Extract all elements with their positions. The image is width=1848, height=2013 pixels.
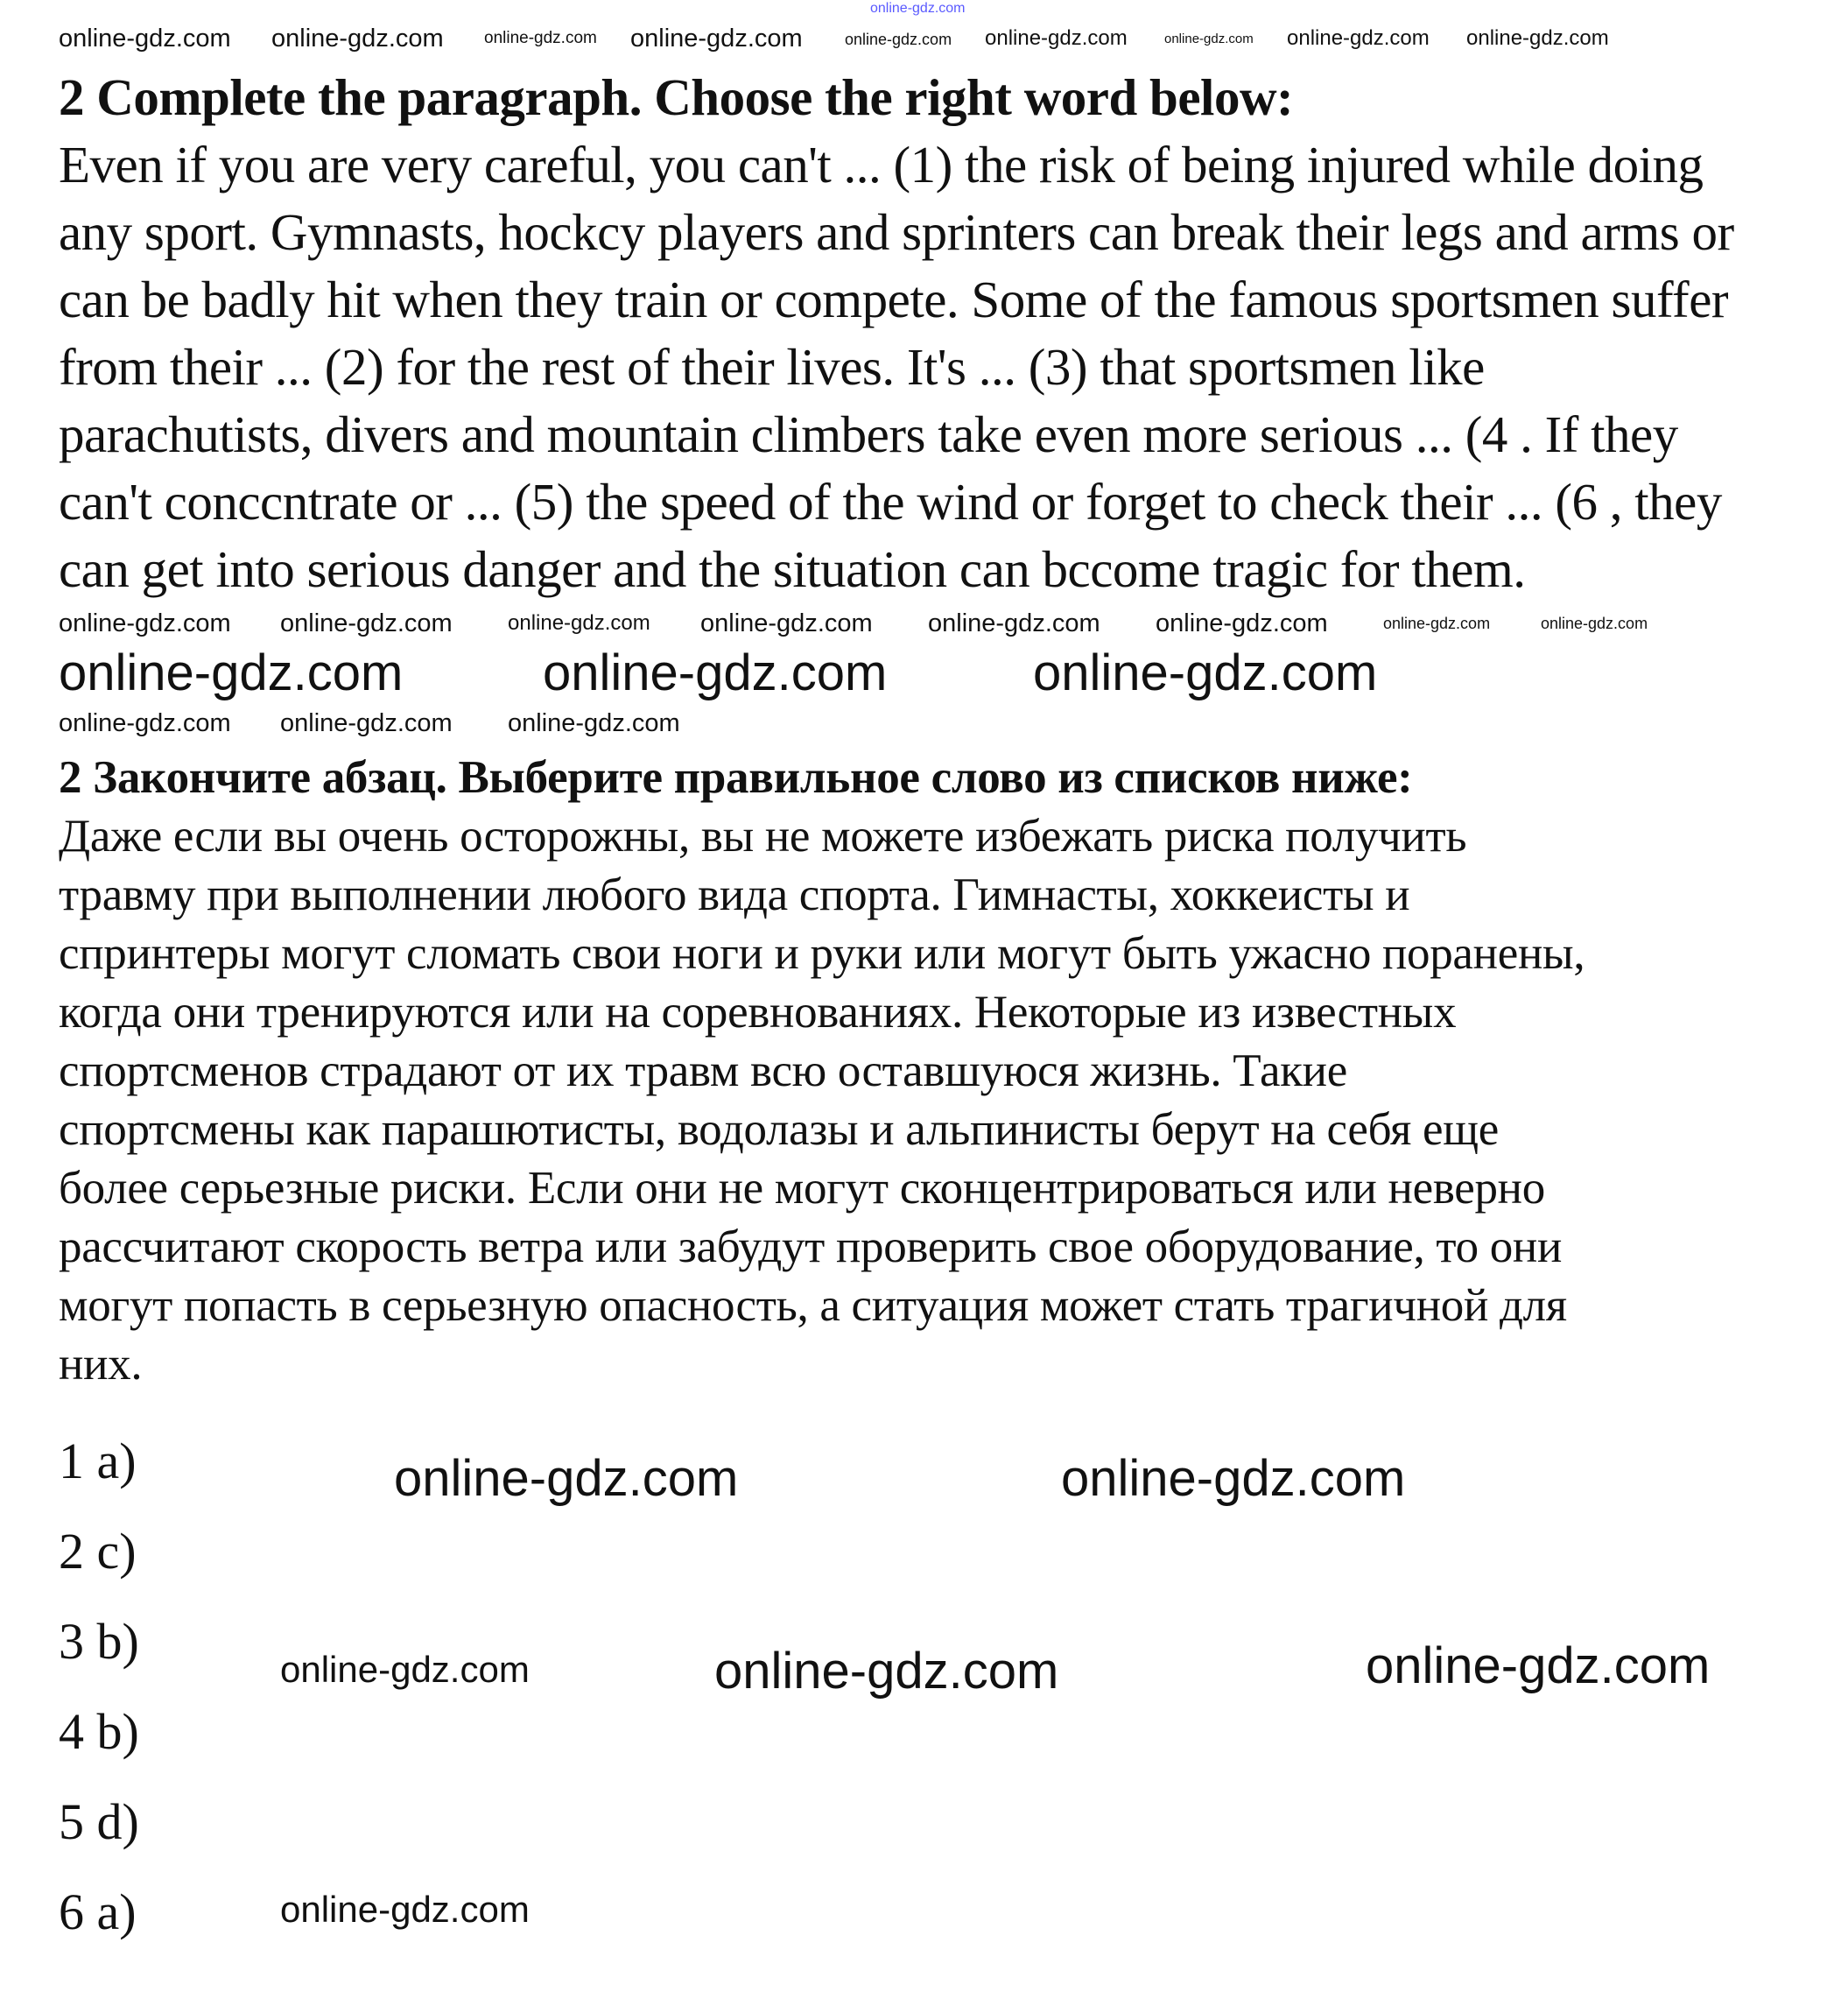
watermark: online-gdz.com (271, 25, 444, 53)
russian-line: травму при выполнении любого вида спорта. Гимнасты, хоккеисты и (59, 869, 1410, 920)
answer-item: 5 d) (59, 1793, 139, 1850)
russian-line: спортсменов страдают от их травм всю оставшуюся жизнь. Такие (59, 1045, 1347, 1096)
answer-item: 6 a) (59, 1883, 137, 1940)
russian-line: спринтеры могут сломать свои ноги и руки или могут быть ужасно поранены, (59, 928, 1585, 979)
russian-line: них. (59, 1339, 143, 1390)
english-line: can be badly hit when they train or compete. Some of the famous sportsmen suffer (59, 271, 1729, 328)
english-line: from their ... (2) for the rest of their lives. It's ... (3) that sportsmen like (59, 338, 1485, 396)
english-heading: 2 Complete the paragraph. Choose the right word below: (59, 68, 1294, 126)
answer-item: 2 c) (59, 1523, 137, 1580)
watermark: online-gdz.com (1383, 615, 1491, 632)
watermark: online-gdz.com (1033, 644, 1378, 701)
english-line: any sport. Gymnasts, hockcy players and sprinters can break their legs and arms or (59, 203, 1734, 261)
watermark: online-gdz.com (59, 709, 231, 737)
watermark: online-gdz.com (484, 29, 597, 47)
watermark: online-gdz.com (1061, 1450, 1406, 1507)
watermark: online-gdz.com (928, 609, 1100, 637)
watermark: online-gdz.com (985, 26, 1128, 50)
watermark: online-gdz.com (543, 644, 888, 701)
russian-line: когда они тренируются или на соревнованиях. Некоторые из известных (59, 987, 1457, 1038)
russian-line: спортсмены как парашютисты, водолазы и альпинисты берут на себя еще (59, 1104, 1499, 1155)
watermark: online-gdz.com (1156, 609, 1328, 637)
watermark: online-gdz.com (845, 31, 952, 48)
watermark: online-gdz.com (394, 1450, 739, 1507)
russian-line: Даже если вы очень осторожны, вы не можете избежать риска получить (59, 811, 1467, 862)
watermark: online-gdz.com (1541, 615, 1648, 632)
watermark: online-gdz.com (1466, 26, 1609, 50)
answer-item: 1 a) (59, 1432, 137, 1489)
russian-line: более серьезные риски. Если они не могут сконцентрироваться или неверно (59, 1163, 1545, 1214)
watermark: online-gdz.com (508, 709, 680, 737)
watermark: online-gdz.com (280, 1649, 530, 1690)
watermark: online-gdz.com (1287, 26, 1430, 50)
english-line: parachutists, divers and mountain climbers take even more serious ... (4 . If they (59, 405, 1678, 463)
english-line: can't conccntrate or ... (5) the speed of the wind or forget to check their ... (6 , they (59, 473, 1722, 531)
russian-line: могут попасть в серьезную опасность, а ситуация может стать трагичной для (59, 1280, 1567, 1331)
answer-item: 3 b) (59, 1613, 139, 1670)
watermark: online-gdz.com (59, 644, 404, 701)
english-line: can get into serious danger and the situation can bccome tragic for them. (59, 540, 1526, 598)
russian-heading: 2 Закончите абзац. Выберите правильное слово из списков ниже: (59, 752, 1413, 803)
watermark: online-gdz.com (1366, 1637, 1711, 1694)
english-line: Even if you are very careful, you can't ... (1) the risk of being injured while doing (59, 136, 1704, 194)
watermark: online-gdz.com (870, 1, 966, 16)
watermark: online-gdz.com (280, 1889, 530, 1930)
watermark: online-gdz.com (700, 609, 873, 637)
watermark: online-gdz.com (630, 25, 803, 53)
watermark: online-gdz.com (280, 609, 453, 637)
russian-line: рассчитают скорость ветра или забудут проверить свое оборудование, то они (59, 1221, 1563, 1272)
watermark: online-gdz.com (714, 1643, 1059, 1700)
watermark: online-gdz.com (280, 709, 453, 737)
watermark: online-gdz.com (59, 25, 231, 53)
watermark: online-gdz.com (59, 609, 231, 637)
watermark: online-gdz.com (508, 611, 650, 635)
watermark: online-gdz.com (1164, 32, 1254, 46)
answer-item: 4 b) (59, 1703, 139, 1760)
